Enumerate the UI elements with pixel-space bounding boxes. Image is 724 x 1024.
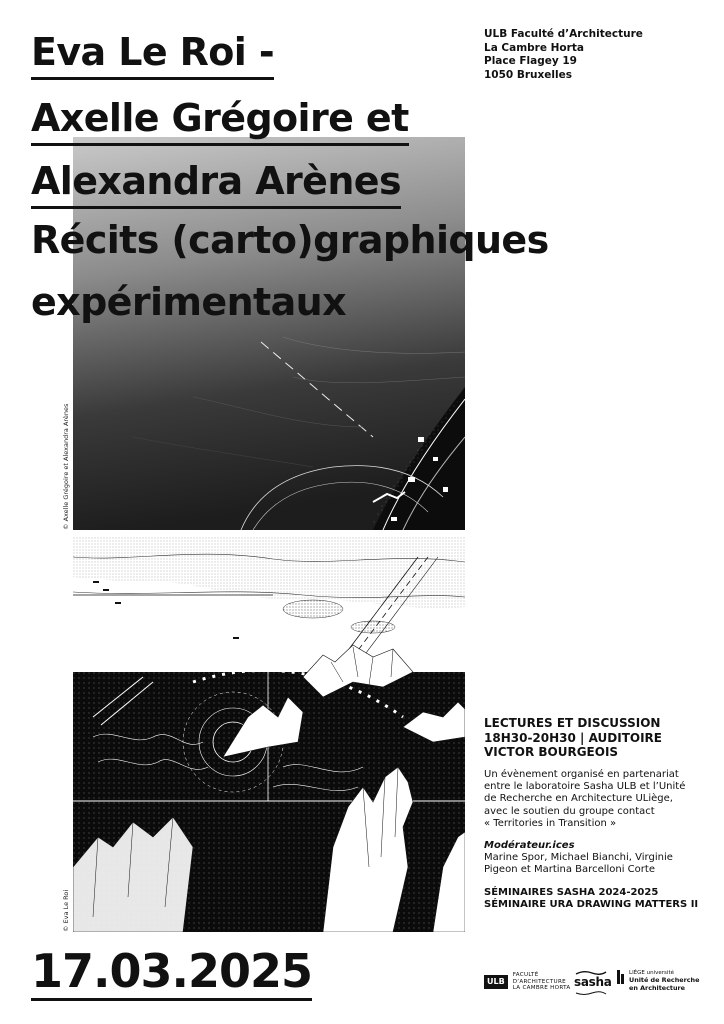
- event-description: [484, 769, 714, 831]
- title-line-2: [31, 96, 409, 140]
- description-line: avec le soutien du groupe contact: [484, 805, 655, 817]
- sasha-logo: [574, 970, 612, 996]
- event-date: 17.03.2025: [31, 948, 312, 1001]
- uliege-text: [629, 970, 699, 992]
- uliege-unit-line: en Architecture: [629, 983, 686, 992]
- address-line: La Cambre Horta: [484, 41, 584, 54]
- description-line: entre le laboratoire Sasha ULB et l’Unité: [484, 780, 686, 792]
- address-line: 1050 Bruxelles: [484, 68, 572, 81]
- ulb-faculty-text: [513, 972, 571, 992]
- address-line: ULB Faculté d’Architecture: [484, 28, 643, 40]
- event-type: LECTURES ET DISCUSSION: [484, 716, 661, 730]
- lecture-title-line-1: Récits (carto)graphiques: [31, 218, 549, 262]
- description-line: de Recherche en Architecture ULiège,: [484, 793, 673, 805]
- lecture-title-line-2: expérimentaux: [31, 280, 347, 324]
- description-line: Un évènement organisé en partenariat: [484, 768, 679, 780]
- image-credit-top: © Axelle Grégoire et Alexandra Arènes: [62, 403, 70, 530]
- event-room: VICTOR BOURGEOIS: [484, 745, 619, 759]
- seminar-line: SÉMINAIRES SASHA 2024-2025: [484, 886, 659, 898]
- cartography-image-bottom: [73, 537, 465, 932]
- partner-logos: [484, 968, 714, 1000]
- uliege-mark-icon: [617, 970, 625, 984]
- ulb-mark: ULB: [484, 975, 508, 989]
- title-line-1: [31, 30, 275, 74]
- event-time-place: 18H30-20H30 | AUDITOIRE: [484, 730, 662, 745]
- image-credit-bottom: © Eva Le Roi: [62, 889, 70, 932]
- moderators-list: [484, 852, 714, 877]
- seminar-series: [484, 887, 714, 912]
- address-line: Place Flagey 19: [484, 55, 577, 68]
- uliege-logo: [617, 970, 699, 992]
- moderators-line: Marine Spor, Michael Bianchi, Virginie: [484, 851, 673, 863]
- uliege-unit-line: Unité de Recherche: [629, 976, 700, 985]
- venue-address: [484, 28, 643, 82]
- description-line: « Territories in Transition »: [484, 818, 617, 830]
- event-info: [484, 716, 714, 912]
- speaker-name-2: Axelle Grégoire et: [31, 96, 409, 146]
- speaker-name-1: Eva Le Roi -: [31, 30, 274, 80]
- ulb-text-line: LA CAMBRE HORTA: [512, 985, 571, 992]
- moderators-heading: Modérateur.ices: [484, 839, 575, 851]
- seminar-line: SÉMINAIRE URA DRAWING MATTERS II: [484, 899, 699, 911]
- event-heading: [484, 716, 714, 760]
- ulb-text-line: FACULTÉ: [512, 972, 539, 978]
- title-line-3: [31, 159, 401, 203]
- uliege-small-text: LIÈGE université: [629, 970, 674, 976]
- ulb-text-line: D’ARCHITECTURE: [512, 978, 566, 985]
- moderators-line: Pigeon et Martina Barcelloni Corte: [484, 864, 655, 876]
- ulb-logo: [484, 972, 571, 992]
- speaker-name-3: Alexandra Arènes: [31, 159, 401, 209]
- sasha-wordmark: sasha: [574, 975, 612, 989]
